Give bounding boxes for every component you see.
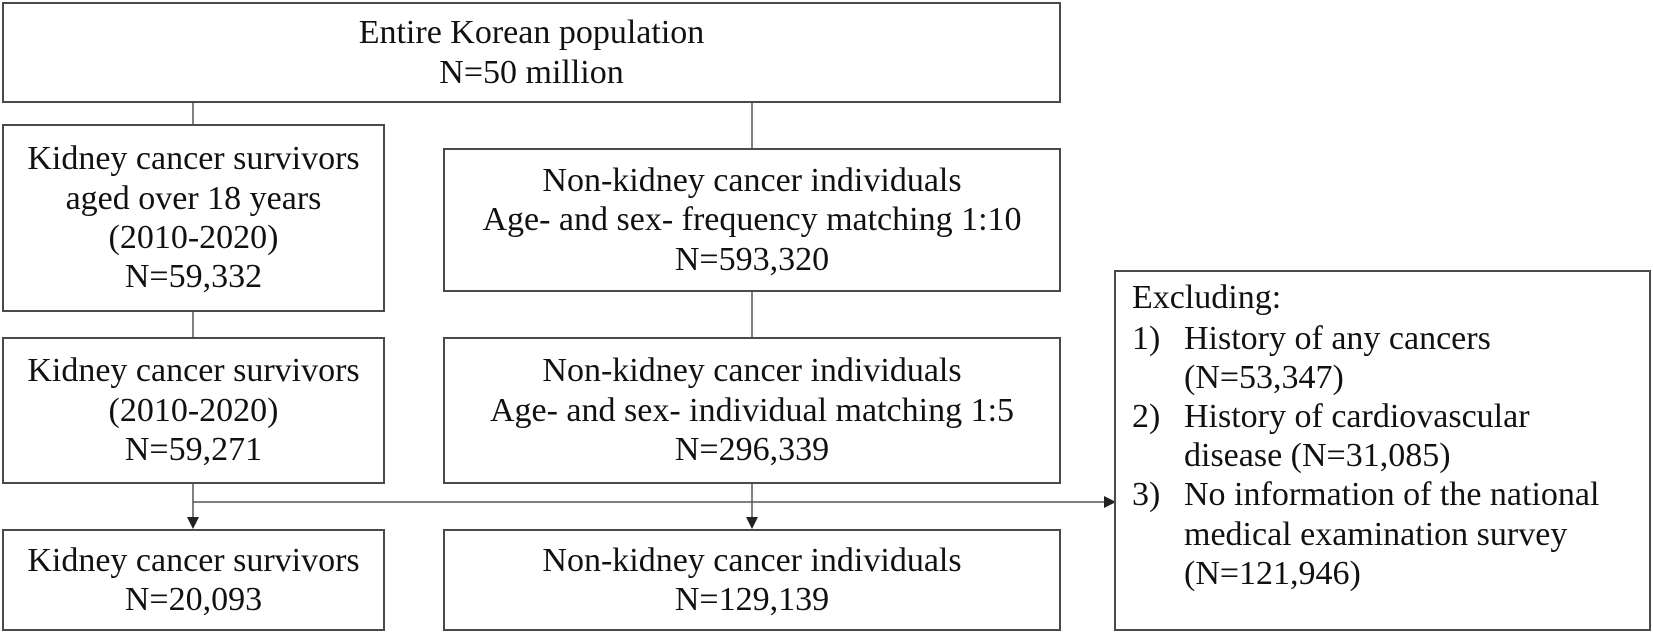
kidney-initial-count: N=59,332	[124, 258, 263, 296]
kidney-initial-line-3: (2010-2020)	[108, 219, 279, 256]
kidney-final-box	[2, 529, 385, 631]
kidney-initial-line-2: aged over 18 years	[65, 179, 322, 217]
nonkidney-initial-line-2: Age- and sex- frequency matching 1:10	[482, 201, 1022, 239]
exclusion-item-line: (N=53,347)	[1184, 359, 1344, 397]
kidney-final-count: N=20,093	[124, 581, 263, 618]
exclusion-item-line: disease (N=31,085)	[1184, 437, 1451, 475]
exclusion-item-text	[1184, 397, 1530, 475]
exclusion-item	[1132, 475, 1599, 592]
exclusion-item-text	[1184, 475, 1599, 592]
exclusion-item-number: 2)	[1132, 398, 1161, 436]
exclusion-heading: Excluding:	[1132, 279, 1282, 316]
kidney-matched-count: N=59,271	[124, 431, 263, 469]
exclusion-item-number: 1)	[1132, 320, 1161, 358]
exclusion-item-line: History of cardiovascular	[1184, 398, 1530, 436]
population-count: N=50 million	[439, 53, 624, 91]
nonkidney-matched-count: N=296,339	[674, 431, 830, 469]
nonkidney-final-box	[443, 529, 1061, 631]
exclusion-box	[1114, 270, 1651, 631]
exclusion-item-number: 3)	[1132, 476, 1161, 514]
kidney-matched-line-1: Kidney cancer survivors	[27, 352, 360, 390]
nonkidney-matched-box	[443, 337, 1061, 484]
kidney-matched-box	[2, 337, 385, 484]
exclusion-item-text	[1184, 319, 1491, 397]
exclusion-item-line: medical examination survey	[1184, 515, 1568, 553]
nonkidney-matched-line-2: Age- and sex- individual matching 1:5	[489, 391, 1015, 429]
nonkidney-final-line-1: Non-kidney cancer individuals	[542, 541, 962, 579]
exclusion-item	[1132, 319, 1491, 397]
kidney-final-line-1: Kidney cancer survivors	[27, 541, 360, 579]
kidney-matched-line-2: (2010-2020)	[108, 391, 279, 429]
exclusion-item-line: History of any cancers	[1184, 320, 1491, 358]
exclusion-item-line: (N=121,946)	[1184, 554, 1361, 592]
exclusion-item-line: No information of the national	[1184, 476, 1600, 514]
nonkidney-initial-line-1: Non-kidney cancer individuals	[542, 161, 962, 199]
kidney-initial-box	[2, 124, 385, 312]
nonkidney-final-count: N=129,139	[674, 581, 830, 618]
exclusion-item	[1132, 397, 1530, 475]
nonkidney-initial-box	[443, 148, 1061, 292]
nonkidney-initial-count: N=593,320	[674, 240, 830, 278]
nonkidney-matched-line-1: Non-kidney cancer individuals	[542, 352, 962, 390]
population-box	[2, 2, 1061, 103]
kidney-initial-line-1: Kidney cancer survivors	[27, 140, 360, 178]
population-title: Entire Korean population	[358, 14, 705, 52]
